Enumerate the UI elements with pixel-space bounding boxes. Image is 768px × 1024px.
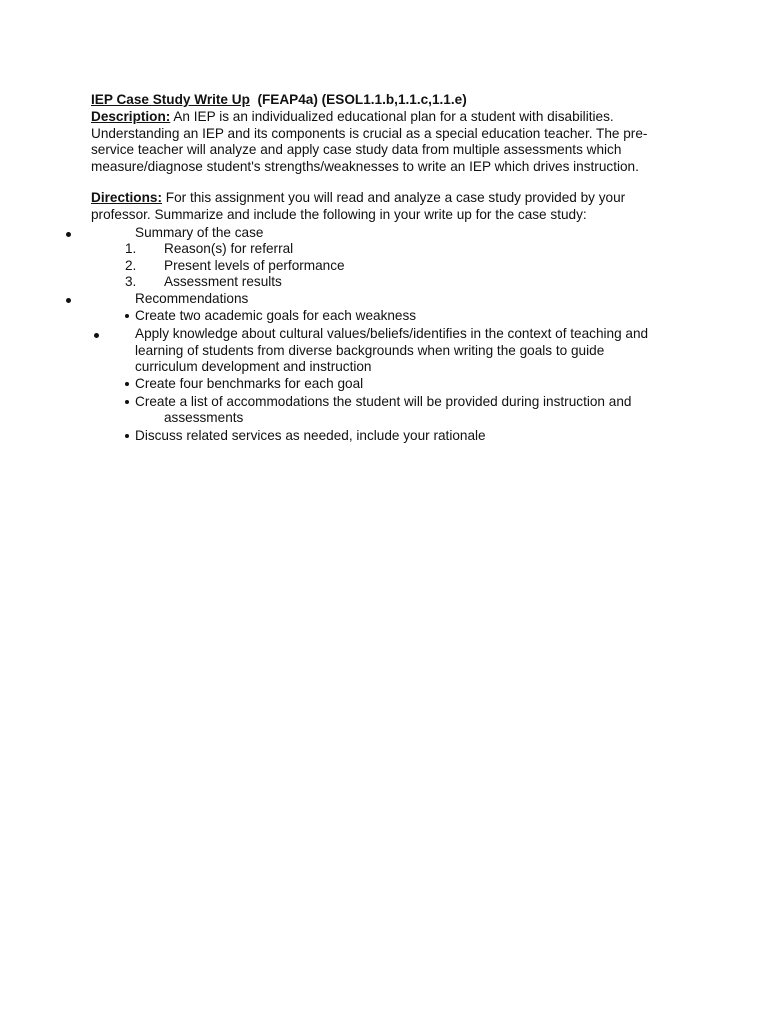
description-label: Description: bbox=[91, 109, 171, 124]
bullet-icon bbox=[66, 298, 71, 303]
directions-text: For this assignment you will read and analyze a case study provided by your professor. Summarize and include the following in your write up for the case study: bbox=[91, 190, 626, 222]
summary-sub-item: Reason(s) for referral bbox=[164, 241, 294, 256]
description-paragraph bbox=[91, 109, 671, 175]
bullet-icon bbox=[125, 314, 129, 318]
description-text: An IEP is an individualized educational plan for a student with disabilities. Understanding an IEP and its components is crucial as a special education teacher. The pre-service teacher will analyze and apply case study data from multiple assessments which measure/diagnose student's strengths/weaknesses to write an IEP which drives instruction. bbox=[91, 109, 648, 174]
bullet-icon bbox=[125, 400, 129, 404]
bullet-icon bbox=[66, 232, 71, 237]
directions-paragraph bbox=[91, 190, 671, 223]
item-number: 1. bbox=[125, 241, 137, 256]
document-title: IEP Case Study Write Up bbox=[91, 92, 250, 107]
item-number: 2. bbox=[125, 258, 137, 273]
summary-sub-item: Assessment results bbox=[164, 274, 282, 289]
summary-sub-item: Present levels of performance bbox=[164, 258, 345, 273]
recommendation-sub-item: Discuss related services as needed, include your rationale bbox=[135, 428, 486, 443]
recommendations-item: Recommendations bbox=[135, 291, 249, 306]
standards-codes: (FEAP4a) (ESOL1.1.b,1.1.c,1.1.e) bbox=[257, 92, 467, 107]
recommendation-sub-item: Create two academic goals for each weakness bbox=[135, 308, 417, 323]
recommendation-sub-item: Apply knowledge about cultural values/beliefs/identifies in the context of teaching and learning of students from diverse backgrounds when writing the goals to guide curriculum development and instruction bbox=[135, 326, 649, 375]
recommendation-sub-item: Create a list of accommodations the student will be provided during instruction and bbox=[135, 394, 632, 409]
recommendation-sub-item-continued: assessments bbox=[164, 410, 244, 425]
bullet-icon bbox=[125, 382, 129, 386]
bullet-icon bbox=[125, 434, 129, 438]
summary-item: Summary of the case bbox=[135, 225, 264, 240]
recommendation-sub-item: Create four benchmarks for each goal bbox=[135, 376, 364, 391]
heading-line bbox=[91, 92, 671, 109]
item-number: 3. bbox=[125, 274, 137, 289]
bullet-icon bbox=[94, 333, 99, 338]
directions-label: Directions: bbox=[91, 190, 163, 205]
